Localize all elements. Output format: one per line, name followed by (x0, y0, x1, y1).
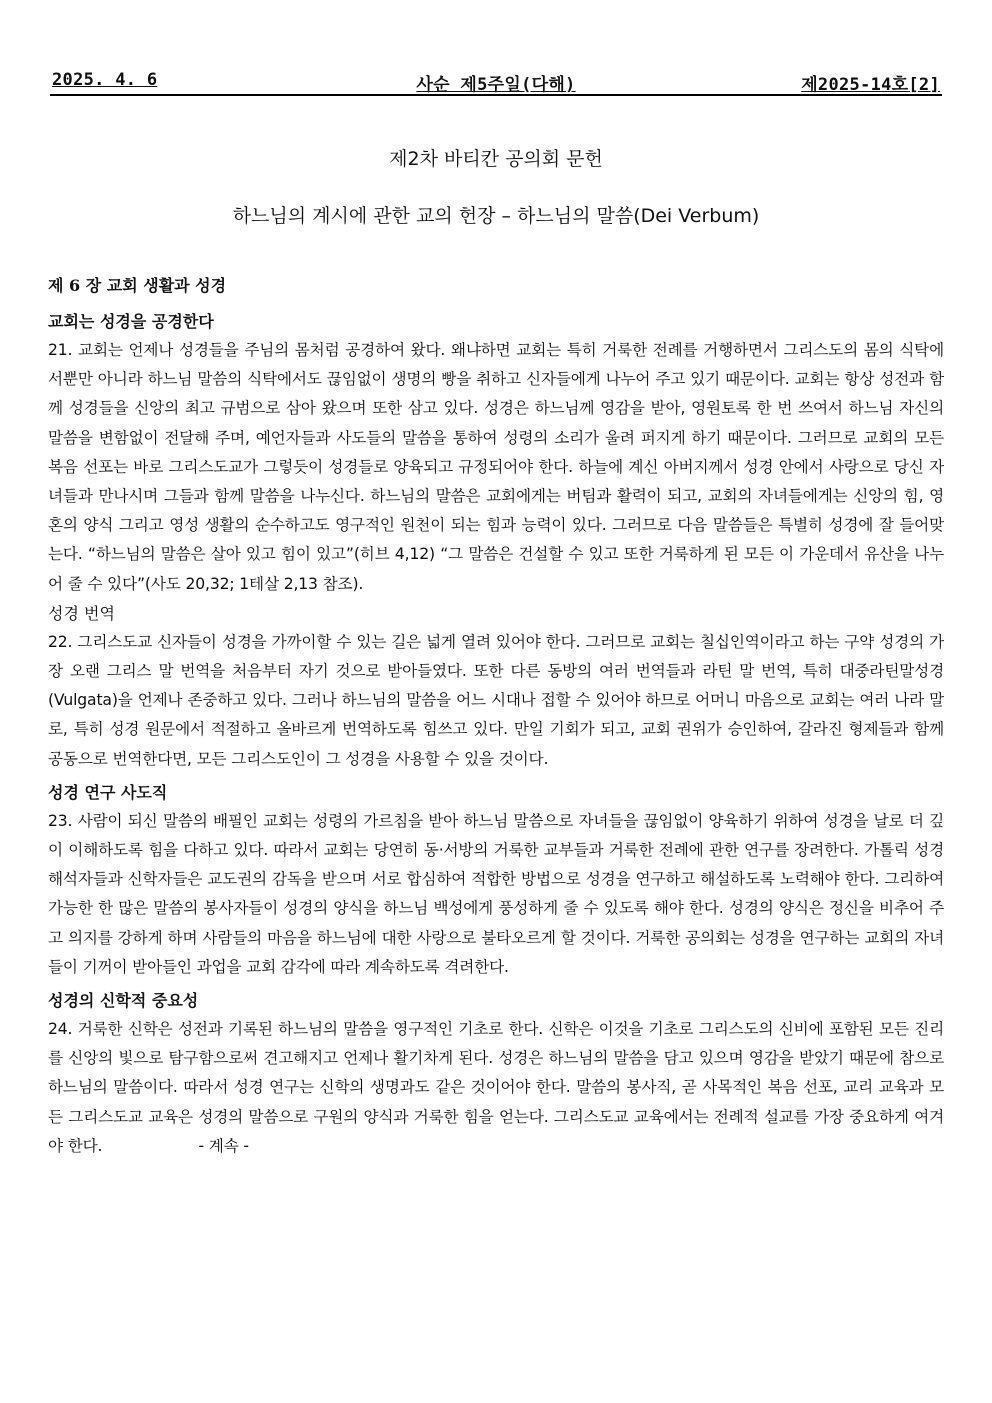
section-heading: 성경의 신학적 중요성 (48, 991, 199, 1011)
document-title: 제2차 바티칸 공의회 문헌 (389, 148, 603, 170)
section-paragraph: 21. 교회는 언제나 성경들을 주님의 몸처럼 공경하여 왔다. 왜냐하면 교회는 특히 거룩한 전례를 거행하면서 그리스도의 몸의 식탁에서뿐만 아니라 하느님 말씀의 식탁에서도 끊임없이 생명의 빵을 취하고 신자들에게 나누어 주고 있기 때문이다. 교회는 항상 성전과 함께 성경들을 신앙의 최고 규범으로 삼아 왔으며 또한 삼고 있다. 성경은 하느님께 영감을 받아, 영원토록 한 번 쓰여서 하느님 자신의 말씀을 변함없이 전달해 주며, 예언자들과 사도들의 말씀을 통하여 성령의 소리가 울려 퍼지게 하기 때문이다. 그러므로 교회의 모든 복음 선포는 바로 그리스도교가 그렇듯이 성경들로 양육되고 규정되어야 한다. 하늘에 계신 아버지께서 성경 안에서 사랑으로 당신 자녀들과 만나시며 그들과 함께 말씀을 나누신다. 하느님의 말씀은 교회에게는 버팀과 활력이 되고, 교회의 자녀들에게는 신앙의 힘, 영혼의 양식 그리고 영성 생활의 순수하고도 영구적인 원천이 되는 힘과 능력이 있다. 그러므로 다음 말씀들은 특별히 성경에 잘 들어맞는다. “하느님의 말씀은 살아 있고 힘이 있고”(히브 4,12) “그 말씀은 건설할 수 있고 또한 거룩하게 된 모든 이 가운데서 유산을 나누어 줄 수 있다”(사도 20,32; 1테살 2,13 참조). (48, 341, 944, 593)
section-heading: 성경 번역 (48, 603, 115, 623)
liturgical-day: 사순 제5주일(다해) (416, 75, 576, 95)
document-body (48, 271, 944, 1161)
page-header (50, 68, 942, 96)
chapter-heading: 제 6 장 교회 생활과 성경 (48, 276, 227, 295)
section-paragraph (48, 1015, 944, 1161)
issue-number: 제2025-14호[2] (801, 75, 940, 95)
document-subtitle: 하느님의 계시에 관한 교의 헌장 – 하느님의 말씀(Dei Verbum) (232, 205, 760, 227)
section-heading: 성경 연구 사도직 (48, 782, 168, 802)
section-paragraph: 22. 그리스도교 신자들이 성경을 가까이할 수 있는 길은 넓게 열려 있어야 한다. 그러므로 교회는 칠십인역이라고 하는 구약 성경의 가장 오랜 그리스 말 번역을 처음부터 자기 것으로 받아들였다. 또한 다른 동방의 여러 번역들과 라틴 말 번역, 특히 대중라틴말성경(Vulgata)을 언제나 존중하고 있다. 그러나 하느님의 말씀을 어느 시대나 접할 수 있어야 하므로 어머니 마음으로 교회는 여러 나라 말로, 특히 성경 원문에서 적절하고 올바르게 번역하도록 힘쓰고 있다. 만일 기회가 되고, 교회 권위가 승인하여, 갈라진 형제들과 함께 공동으로 번역한다면, 모든 그리스도인이 그 성경을 사용할 수 있을 것이다. (48, 632, 944, 768)
section-paragraph: 23. 사람이 되신 말씀의 배필인 교회는 성령의 가르침을 받아 하느님 말씀으로 자녀들을 끊임없이 양육하기 위하여 성경을 날로 더 깊이 이해하도록 힘을 다하고 있다. 따라서 교회는 당연히 동·서방의 거룩한 교부들과 거룩한 전례에 관한 연구를 장려한다. 가톨릭 성경 해석자들과 신학자들은 교도권의 감독을 받으며 서로 합심하여 적합한 방법으로 성경을 연구하고 해설하도록 노력해야 한다. 그리하여 가능한 한 많은 말씀의 봉사자들이 성경의 양식을 하느님 백성에게 풍성하게 줄 수 있도록 해야 한다. 성경의 양식은 정신을 비추어 주고 의지를 강하게 하며 사람들의 마음을 하느님에 대한 사랑으로 불타오르게 할 것이다. 거룩한 공의회는 성경을 연구하는 교회의 자녀들이 기꺼이 받아들인 과업을 교회 감각에 따라 계속하도록 격려한다. (48, 811, 944, 976)
section-text: 24. 거룩한 신학은 성전과 기록된 하느님의 말씀을 영구적인 기초로 한다. 신학은 이것을 기초로 그리스도의 신비에 포함된 모든 진리를 신앙의 빛으로 탐구함으로써 견고해지고 언제나 활기차게 된다. 성경은 하느님의 말씀을 담고 있으며 영감을 받았기 때문에 참으로 하느님의 말씀이다. 따라서 성경 연구는 신학의 생명과도 같은 것이어야 한다. 말씀의 봉사직, 곧 사목적인 복음 선포, 교리 교육과 모든 그리스도교 교육은 성경의 말씀으로 구원의 양식과 거룩한 힘을 얻는다. 그리스도교 교육에서는 전례적 설교를 가장 중요하게 여겨야 한다. (48, 1020, 944, 1155)
bulletin-date: 2025. 4. 6 (52, 70, 158, 90)
section-heading: 교회는 성경을 공경한다 (48, 312, 214, 331)
continued-marker: - 계속 - (198, 1136, 249, 1155)
